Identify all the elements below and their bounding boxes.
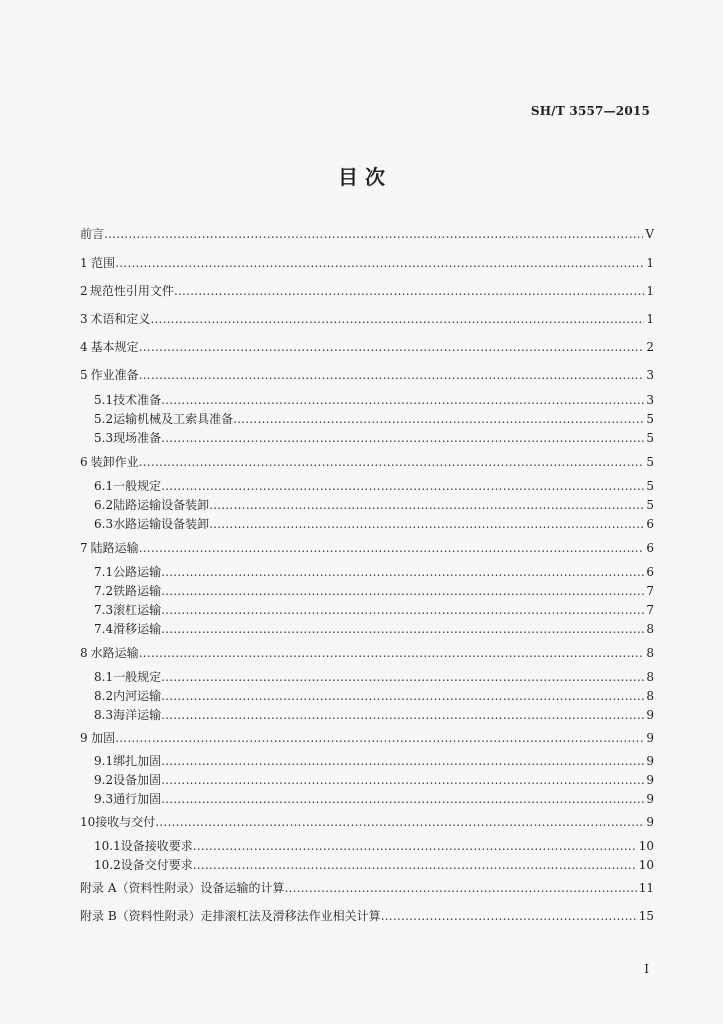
toc-item-page: 8 — [646, 689, 654, 703]
toc-item-page: 7 — [646, 603, 654, 617]
toc-leader-dots — [161, 770, 644, 790]
toc-item-label: 作业准备 — [90, 368, 139, 382]
toc-item-page: 10 — [638, 858, 654, 872]
toc-item-label: 内河运输 — [113, 689, 162, 703]
toc-item-page: 1 — [646, 284, 654, 298]
toc-item[interactable] — [80, 538, 654, 558]
toc-item[interactable] — [94, 562, 654, 582]
toc-item-label: 陆路运输 — [90, 541, 139, 555]
toc-item-number: 6.1 — [94, 479, 114, 493]
toc-item[interactable] — [80, 337, 654, 357]
toc-item-label: 加固 — [91, 731, 116, 745]
toc-item-label: 设备加固 — [113, 773, 162, 787]
page-number: I — [644, 962, 649, 976]
toc-item-number: 7 — [80, 541, 88, 555]
toc-leader-dots — [161, 686, 644, 706]
toc-item-label: 一般规定 — [113, 670, 162, 684]
toc-leader-dots — [233, 409, 644, 429]
toc-item-label: 设备接收要求 — [120, 839, 193, 853]
toc-leader-dots — [161, 600, 644, 620]
toc-item-number: 1 — [80, 256, 88, 270]
toc-item-page: 9 — [646, 754, 654, 768]
toc-leader-dots — [115, 728, 644, 748]
toc-leader-dots — [139, 538, 645, 558]
toc-leader-dots — [193, 855, 637, 875]
toc-item-number: 7.1 — [94, 565, 114, 579]
toc-item-page: 3 — [646, 368, 654, 382]
toc-leader-dots — [193, 836, 637, 856]
toc-item-page: 8 — [646, 622, 654, 636]
toc-item[interactable] — [80, 643, 654, 663]
toc-item-label: 一般规定 — [113, 479, 162, 493]
toc-item[interactable] — [80, 452, 654, 472]
toc-item-number: 7.2 — [94, 584, 114, 598]
toc-item-number: 2 — [80, 284, 88, 298]
toc-item-number: 9 — [80, 731, 88, 745]
toc-leader-dots — [139, 337, 645, 357]
toc-item-page: 8 — [646, 646, 654, 660]
toc-leader-dots — [209, 495, 644, 515]
toc-item[interactable] — [80, 812, 654, 832]
toc-leader-dots — [139, 452, 645, 472]
toc-item-page: 9 — [646, 708, 654, 722]
toc-item-number: 10.2 — [94, 858, 121, 872]
toc-item-number: 9.3 — [94, 792, 114, 806]
toc-item-page: 5 — [646, 412, 654, 426]
toc-item-number: 8.1 — [94, 670, 114, 684]
toc-item-number: 5.1 — [94, 393, 114, 407]
toc-leader-dots — [139, 365, 645, 385]
toc-item[interactable] — [94, 428, 654, 448]
toc-leader-dots — [381, 906, 637, 926]
toc-item[interactable] — [94, 667, 654, 687]
toc-item[interactable] — [94, 705, 654, 725]
toc-item-page: 11 — [638, 881, 654, 895]
toc-item[interactable] — [94, 409, 654, 429]
toc-item-label: 接收与交付 — [95, 815, 156, 829]
toc-item-label: 现场准备 — [113, 431, 162, 445]
toc-item-label: 规范性引用文件 — [89, 284, 174, 298]
toc-item[interactable] — [94, 789, 654, 809]
toc-item-number: 10 — [80, 815, 96, 829]
toc-item-page: 5 — [646, 479, 654, 493]
toc-item-page: 9 — [646, 815, 654, 829]
toc-item[interactable] — [94, 581, 654, 601]
toc-leader-dots — [161, 667, 644, 687]
toc-item[interactable] — [94, 514, 654, 534]
toc-item-page: 9 — [646, 731, 654, 745]
toc-item-page: 1 — [646, 256, 654, 270]
toc-leader-dots — [161, 751, 644, 771]
page-title — [0, 161, 723, 190]
toc-item-number: 8.3 — [94, 708, 114, 722]
toc-leader-dots — [139, 643, 645, 663]
toc-item-page: 5 — [646, 431, 654, 445]
toc-item-label: 运输机械及工索具准备 — [113, 412, 234, 426]
toc-item-page: 6 — [646, 565, 654, 579]
toc-item[interactable] — [94, 686, 654, 706]
toc-item-number: 5 — [80, 368, 88, 382]
toc-item-page: 5 — [646, 455, 654, 469]
toc-item-label: 基本规定 — [90, 340, 139, 354]
toc-item-page: 8 — [646, 670, 654, 684]
toc-item-number: 6.3 — [94, 517, 114, 531]
toc-item-number: 10.1 — [94, 839, 121, 853]
toc-item-page: 5 — [646, 498, 654, 512]
toc-item-number: 8.2 — [94, 689, 114, 703]
toc-leader-dots — [161, 789, 644, 809]
toc-item-page: 6 — [646, 517, 654, 531]
toc-item-number: 6 — [80, 455, 88, 469]
toc-item-label: 铁路运输 — [113, 584, 162, 598]
toc-leader-dots — [161, 390, 644, 410]
toc-item[interactable] — [80, 281, 654, 301]
toc-item-label: 绑扎加固 — [113, 754, 162, 768]
toc-leader-dots — [161, 581, 644, 601]
toc-item-page: 9 — [646, 773, 654, 787]
toc-item-number: 9.1 — [94, 754, 114, 768]
toc-item[interactable] — [80, 309, 654, 329]
toc-item-number: 6.2 — [94, 498, 114, 512]
toc-item-number: 8 — [80, 646, 88, 660]
toc-leader-dots — [155, 812, 644, 832]
toc-item-number: 7.4 — [94, 622, 114, 636]
toc-item-page: 2 — [646, 340, 654, 354]
toc-item-label: 滑移运输 — [113, 622, 162, 636]
toc-item[interactable] — [94, 855, 654, 875]
toc-leader-dots — [174, 281, 644, 301]
toc-item-number: 5.3 — [94, 431, 114, 445]
toc-item-label: 术语和定义 — [90, 312, 151, 326]
toc-leader-dots — [284, 878, 636, 898]
toc-item[interactable] — [80, 224, 654, 244]
toc-item-page: 1 — [646, 312, 654, 326]
toc-item-number: 3 — [80, 312, 88, 326]
toc-item[interactable] — [94, 390, 654, 410]
toc-item-page: 15 — [638, 909, 654, 923]
toc-item-label: 海洋运输 — [113, 708, 162, 722]
toc-item-number: 7.3 — [94, 603, 114, 617]
toc-leader-dots — [161, 476, 644, 496]
toc-item[interactable] — [80, 878, 654, 898]
toc-item[interactable] — [94, 495, 654, 515]
toc-item-page: 7 — [646, 584, 654, 598]
document-code: SH/T 3557—2015 — [530, 104, 650, 118]
toc-item-label: 设备交付要求 — [120, 858, 193, 872]
toc-item-page: V — [645, 227, 654, 241]
toc-leader-dots — [161, 562, 644, 582]
toc-item[interactable] — [80, 728, 654, 748]
toc-leader-dots — [209, 514, 644, 534]
toc-item-page: 9 — [646, 792, 654, 806]
toc-item-label: 滚杠运输 — [113, 603, 162, 617]
toc-item-number: 4 — [80, 340, 88, 354]
toc-item-label: 通行加固 — [113, 792, 162, 806]
toc-leader-dots — [115, 253, 644, 273]
toc-item[interactable] — [94, 619, 654, 639]
toc-item-label: 公路运输 — [113, 565, 162, 579]
toc-item[interactable] — [94, 836, 654, 856]
toc-item-label: 陆路运输设备装卸 — [113, 498, 210, 512]
toc-item-label: 前言 — [80, 227, 105, 241]
toc-item-number: 9.2 — [94, 773, 114, 787]
toc-item-page: 3 — [646, 393, 654, 407]
toc-item-label: 技术准备 — [113, 393, 162, 407]
toc-leader-dots — [161, 428, 644, 448]
toc-item[interactable] — [80, 906, 654, 926]
toc-item-label: 附录 A（资料性附录）设备运输的计算 — [80, 881, 285, 895]
toc-leader-dots — [161, 705, 644, 725]
toc-item-page: 10 — [638, 839, 654, 853]
toc-item-label: 装卸作业 — [90, 455, 139, 469]
toc-item[interactable] — [80, 253, 654, 273]
toc-item[interactable] — [94, 770, 654, 790]
toc-leader-dots — [150, 309, 644, 329]
toc-item[interactable] — [94, 751, 654, 771]
toc-item-label: 范围 — [91, 256, 116, 270]
toc-item-page: 6 — [646, 541, 654, 555]
toc-item-label: 水路运输设备装卸 — [113, 517, 210, 531]
toc-item-number: 5.2 — [94, 412, 114, 426]
toc-item[interactable] — [80, 365, 654, 385]
toc-leader-dots — [161, 619, 644, 639]
toc-item[interactable] — [94, 600, 654, 620]
toc-item[interactable] — [94, 476, 654, 496]
page-title-text: 目 次 — [338, 165, 385, 189]
toc-leader-dots — [104, 224, 643, 244]
toc-item-label: 水路运输 — [90, 646, 139, 660]
toc-item-label: 附录 B（资料性附录）走排滚杠法及滑移法作业相关计算 — [80, 909, 381, 923]
